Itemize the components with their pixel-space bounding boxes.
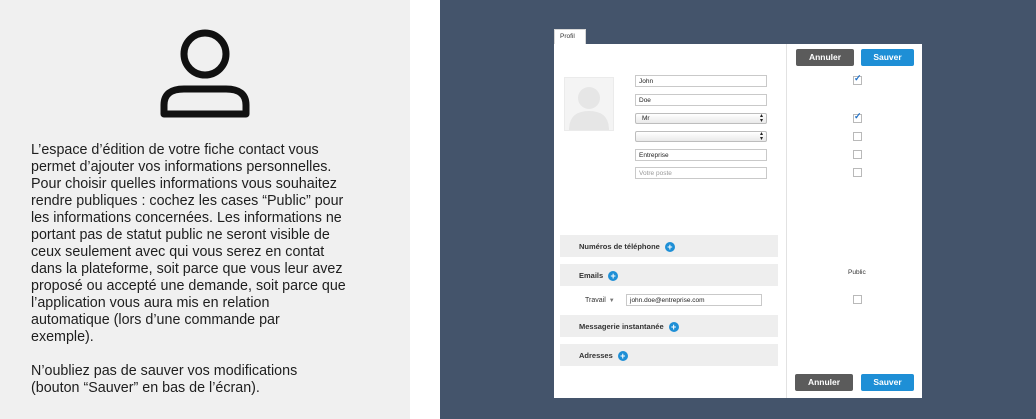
last-name-field[interactable]: Doe	[635, 94, 767, 106]
secondary-select[interactable]	[635, 131, 767, 142]
public-checkbox-company[interactable]	[853, 150, 862, 159]
instructions-paragraph: L’espace d’édition de votre fiche contact vous permet d’ajouter vos informations personnelles. Pour choisir quelles informations vous souhaitez rendre publiques : cochez les cases “Public” pour les informations concernées. Les informations ne portant pas de statut public ne seront visible de ceux seulement avec qui vous serez en contat dans la plateforme, soit parce que vous leur avez proposé ou accepté une demande, soit parce que l’application vous aura mis en relation automatique (lors d’une commande par exemple).	[31, 142, 346, 345]
section-messaging-label: Messagerie instantanée	[579, 322, 664, 331]
section-emails	[560, 264, 778, 286]
section-phones	[560, 235, 778, 257]
avatar[interactable]	[564, 77, 614, 131]
civility-select[interactable]	[635, 113, 767, 124]
company-field[interactable]: Entreprise	[635, 149, 767, 161]
select-arrows-icon: ▴ ▾	[759, 113, 763, 124]
save-button-bottom[interactable]: Sauver	[861, 374, 914, 391]
save-button-top[interactable]: Sauver	[861, 49, 914, 66]
email-type-label: Travail	[585, 297, 606, 304]
instructions-text	[31, 142, 391, 414]
checkmark-icon: ✓	[854, 111, 862, 121]
email-type-select[interactable]	[585, 297, 615, 304]
avatar-placeholder-icon	[565, 78, 613, 130]
add-phone-icon[interactable]: +	[665, 242, 675, 252]
public-checkbox-first-name[interactable]	[853, 73, 862, 85]
section-emails-label: Emails	[579, 271, 604, 280]
add-address-icon[interactable]: +	[618, 351, 628, 361]
chevron-down-icon: ▼	[608, 298, 615, 304]
cancel-button-top[interactable]: Annuler	[796, 49, 854, 66]
civility-value: Mr	[642, 115, 650, 122]
instructions-panel	[0, 0, 410, 419]
save-reminder-paragraph: N’oubliez pas de sauver vos modifications (bouton “Sauver” en bas de l’écran).	[31, 363, 298, 396]
email-field[interactable]: john.doe@entreprise.com	[626, 294, 762, 306]
section-addresses	[560, 344, 778, 366]
checkmark-icon: ✓	[854, 73, 862, 83]
public-checkbox-position[interactable]	[853, 168, 862, 177]
tab-profil[interactable]: Profil	[554, 29, 586, 45]
public-checkbox-civility[interactable]	[853, 111, 862, 123]
user-icon	[158, 27, 252, 119]
section-addresses-label: Adresses	[579, 351, 613, 360]
add-email-icon[interactable]: +	[608, 271, 618, 281]
section-messaging	[560, 315, 778, 337]
add-messaging-icon[interactable]: +	[669, 322, 679, 332]
first-name-field[interactable]: John	[635, 75, 767, 87]
public-checkbox-email[interactable]	[853, 295, 862, 304]
section-phones-label: Numéros de téléphone	[579, 242, 660, 251]
select-arrows-icon: ▴ ▾	[759, 131, 763, 142]
cancel-button-bottom[interactable]: Annuler	[795, 374, 853, 391]
position-field[interactable]: Votre poste	[635, 167, 767, 179]
column-divider	[786, 44, 787, 398]
public-label: Public	[848, 269, 866, 276]
public-checkbox-secondary[interactable]	[853, 132, 862, 141]
